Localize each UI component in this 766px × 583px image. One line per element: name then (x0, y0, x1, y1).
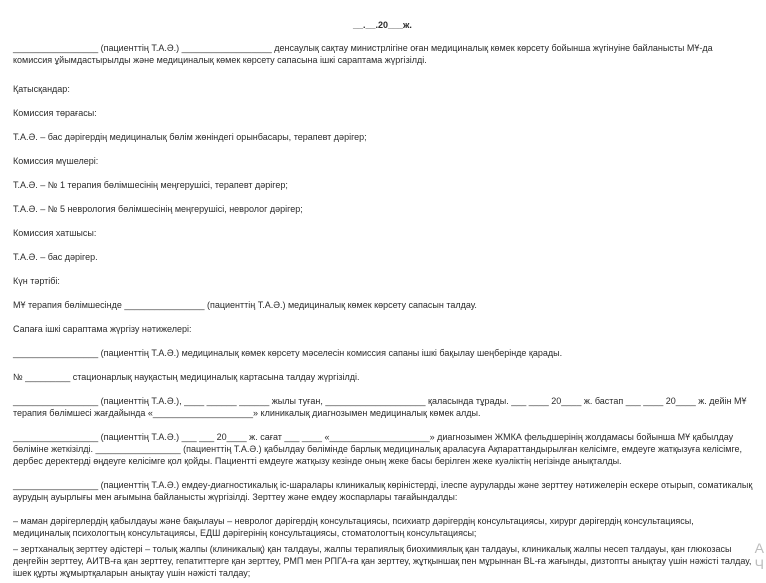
patient-paragraph-3: _________________ (пациенттің Т.А.Ә.) емдеу-диагностикалық іс-шаралары клиникалық көріністерді, ілеспе ауруларды және зерттеу нәтижелерін ескере отырып, соматикалық аурудың ауырлығы мен ағымына байланысты жүргізілді. Зерттеу және емдеу жоспарлары тағайындалды: (13, 480, 753, 502)
secretary-heading: Комиссия хатшысы: (13, 228, 97, 238)
agenda-line: МҰ терапия бөлімшесінде ________________ (пациенттің Т.А.Ә.) медициналық көмек көрсету сапасын талдау. (13, 300, 477, 310)
consultations-paragraph: – маман дәрігерлердің қабылдауы және бақылауы – невролог дәрігердің консультациясы, психиатр дәрігердің консультациясы, хирург дәрігердің консультациясы, медициналық психологтың консультациясы, ЕДШ дәрігерінің консультациясы, стоматологтың консультациясы; (13, 516, 694, 538)
result-line-1: _________________ (пациенттің Т.А.Ә.) медициналық көмек көрсету мәселесін комиссия сапаны ішкі бақылау шеңберінде қарады. (13, 348, 563, 358)
member-line-2: Т.А.Ә. – № 5 неврология бөлімшесінің меңгерушісі, невролог дәрігер; (13, 204, 303, 214)
agenda-heading: Күн тәртібі: (13, 276, 60, 286)
lab-tests-paragraph: – зертханалық зерттеу әдістері – толық жалпы (клиникалық) қан талдауы, жалпы терапиялық биохимиялық қан талдауы, клиникалық жалпы несеп талдауы, қан глюкозасы деңгейін зерттеу, АИТВ-ға қан зерттеу, гепатиттерге қан зерттеу, РМП мен РПГА-ға қан зерттеу, жұтқыншақ пен мұрыннан BL-ға жағынды, дизтопты анықтау үшін нәжісті талдау, ішек құрты жұмыртқаларын анықтау үшін нәжісті талдау; (13, 544, 752, 578)
member-line-1: Т.А.Ә. – № 1 терапия бөлімшесінің меңгерушісі, терапевт дәрігер; (13, 180, 288, 190)
watermark-text: А Ч (754, 540, 764, 572)
intro-paragraph: _________________ (пациенттің Т.А.Ә.) __________________ денсаулық сақтау министрлігіне оған медициналық көмек көрсету бойынша жүгінуіне байланысты МҰ-да комиссия ұйымдастырылды және медициналық көмек көрсету сапасына ішкі сараптама жүргізілді. (13, 43, 713, 65)
chair-line: Т.А.Ә. – бас дәрігердің медициналық бөлім жөніндегі орынбасары, терапевт дәрігер; (13, 132, 367, 142)
document-page (13, 0, 758, 583)
date-line: __.__.20___ж. (353, 20, 412, 30)
participants-heading: Қатысқандар: (13, 84, 70, 94)
patient-paragraph-1: _________________ (пациенттің Т.А.Ә.), ____ ______ ______ жылы туған, ____________________ қаласында тұрады. ___ ____ 20____ ж. бастап ___ ____ 20____ ж. дейін МҰ терапия бөлімшесі жағдайында «____________________» клиникалық диагнозымен медициналық көмек алды. (13, 396, 747, 418)
chair-heading: Комиссия төрағасы: (13, 108, 97, 118)
secretary-line: Т.А.Ә. – бас дәрігер. (13, 252, 98, 262)
patient-paragraph-2: _________________ (пациенттің Т.А.Ә.) ___ ___ 20____ ж. сағат ___ ____ «____________________» диагнозымен ЖМКА фельдшерінің жолдамасы бойынша МҰ қабылдау бөліміне жеткізілді. _________________ (пациенттің Т.А.Ә.) қабылдау бөлімінде барлық медициналық араласуға Ақпараттандырылған келісімге, емдеуге жатқызуға келісімге, дербес деректерді өңдеуге келісімге қол қойды. Пациентті емдеуге жатқызу кезінде оның жеке басы берілген жеке куәліктің негізінде анықталды. (13, 432, 742, 466)
members-heading: Комиссия мүшелері: (13, 156, 99, 166)
result-line-2: № _________ стационарлық науқастың медициналық картасына талдау жүргізілді. (13, 372, 360, 382)
results-heading: Сапаға ішкі сараптама жүргізу нәтижелері: (13, 324, 192, 334)
